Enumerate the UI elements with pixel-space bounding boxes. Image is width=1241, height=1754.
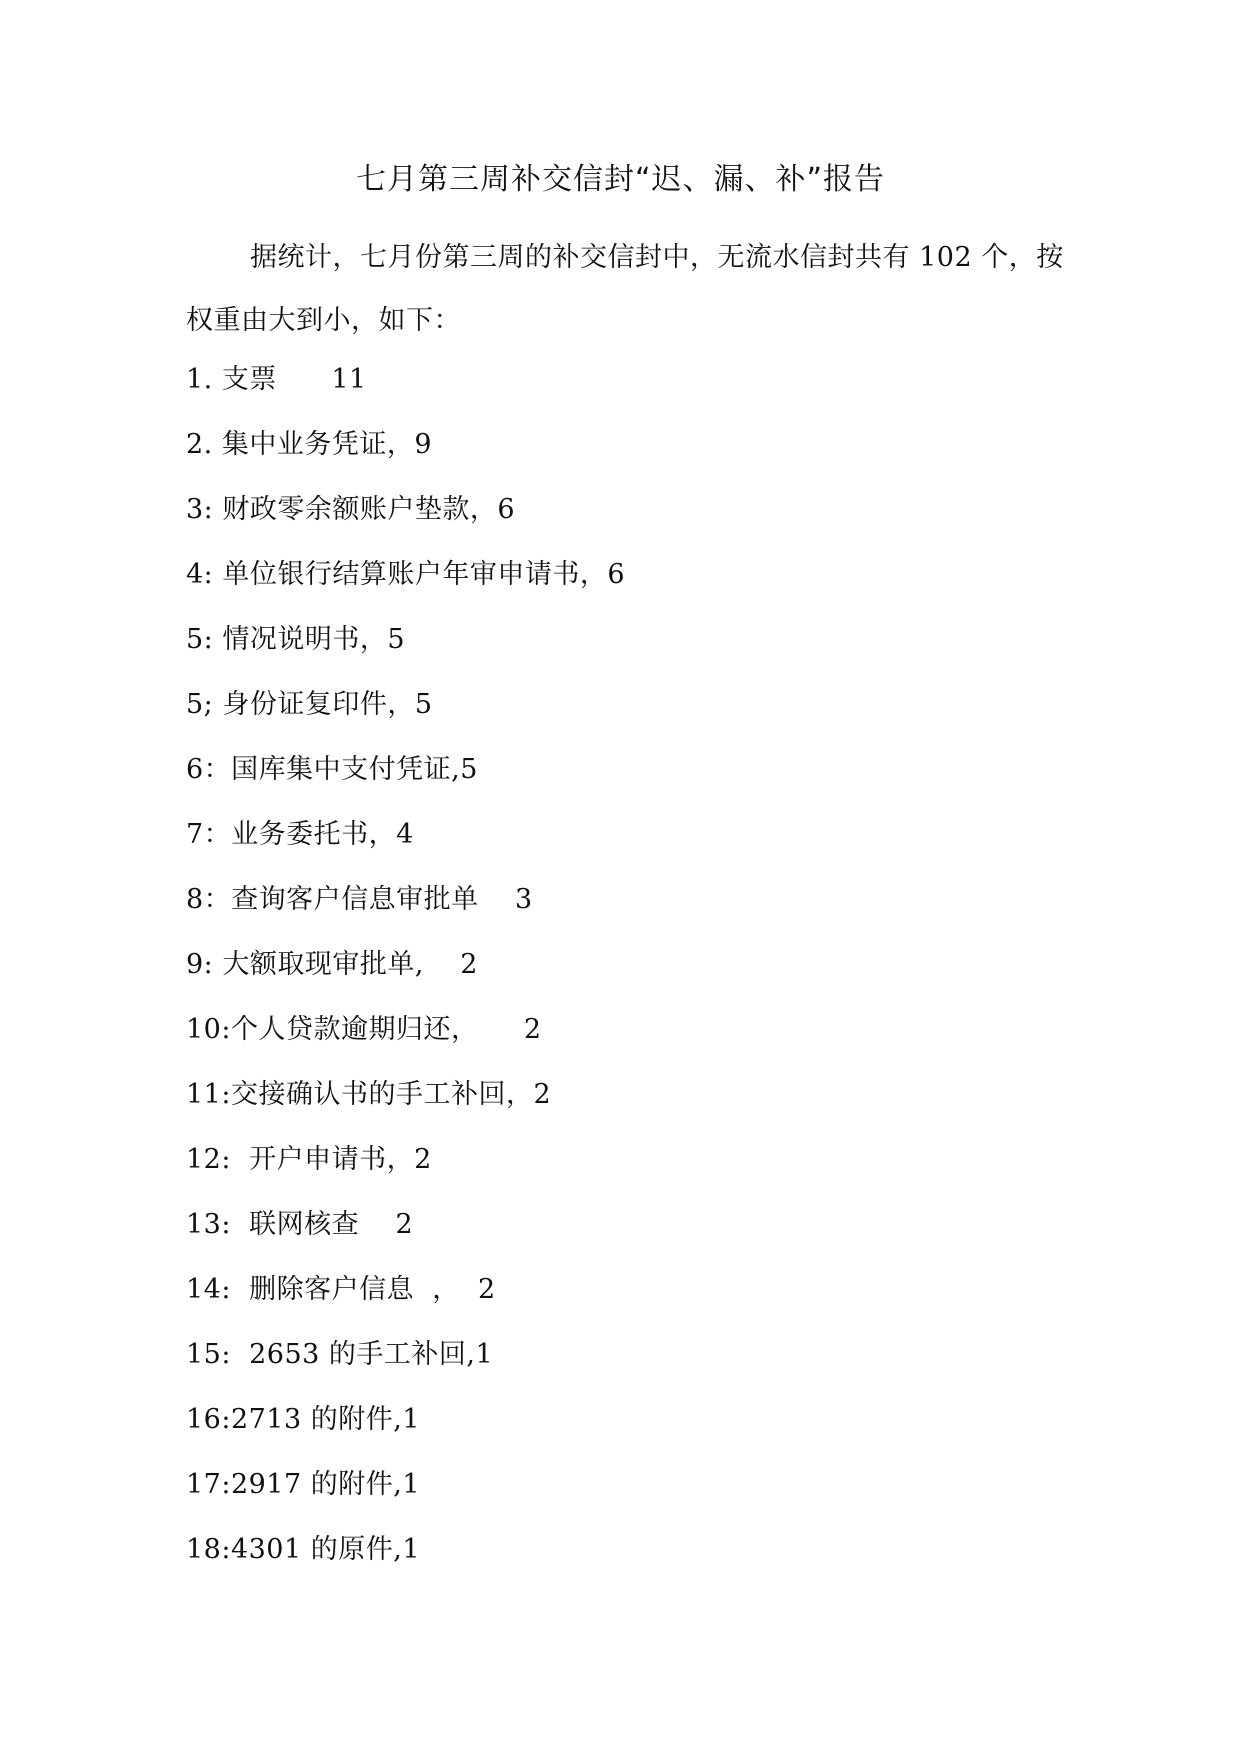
list-item: 14: 删除客户信息 ， 2 [186,1274,496,1305]
document-title: 七月第三周补交信封“迟、漏、补”报告 [355,162,886,197]
list-item: 3: 财政零余额账户垫款，6 [186,494,516,525]
list-item: 9: 大额取现审批单, 2 [186,949,478,980]
list-item: 1. 支票 11 [186,364,367,395]
list-item: 7：业务委托书，4 [186,819,414,850]
list-item: 5: 情况说明书，5 [186,624,406,655]
item-list [186,352,625,1587]
list-item: 15: 2653 的手工补回,1 [186,1339,494,1370]
list-item: 16:2713 的附件,1 [186,1404,421,1435]
list-item: 4: 单位银行结算账户年审申请书，6 [186,559,626,590]
list-item: 8：查询客户信息审批单 3 [186,884,533,915]
list-item: 2. 集中业务凭证，9 [186,429,433,460]
list-item: 18:4301 的原件,1 [186,1534,421,1565]
list-item: 12: 开户申请书，2 [186,1144,432,1175]
intro-paragraph: 据统计，七月份第三周的补交信封中，无流水信封共有 102 个，按权重由大到小，如下： [186,242,1064,336]
list-item: 6：国库集中支付凭证,5 [186,754,478,785]
list-item: 13: 联网核查 2 [186,1209,414,1240]
list-item: 17:2917 的附件,1 [186,1469,421,1500]
list-item: 5; 身份证复印件，5 [186,689,433,720]
list-item: 11:交接确认书的手工补回，2 [186,1079,552,1110]
list-item: 10:个人贷款逾期归还， 2 [186,1014,542,1045]
